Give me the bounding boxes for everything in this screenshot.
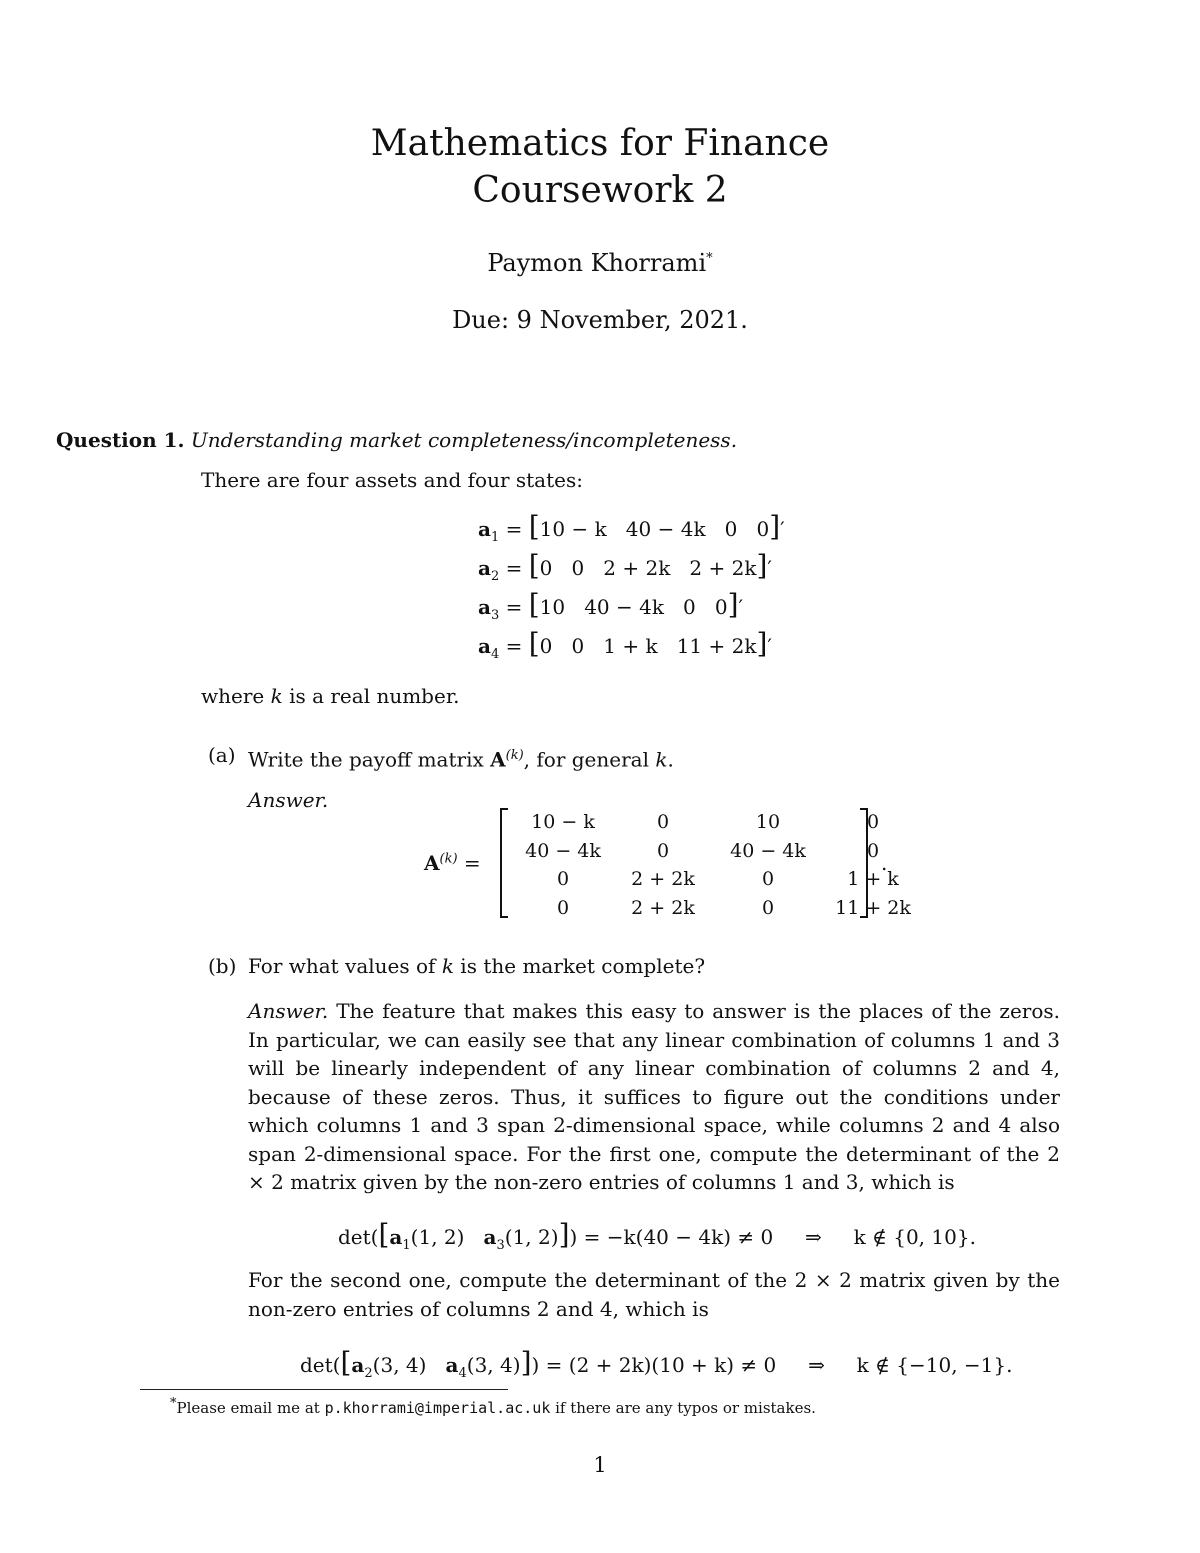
matrix-cell: 0 <box>761 896 775 919</box>
payoff-matrix <box>509 808 919 922</box>
title-line-1: Mathematics for Finance <box>370 123 830 164</box>
page-number: 1 <box>593 1453 607 1477</box>
matrix-cell: 10 − k <box>531 811 595 833</box>
asset-vector-row: $a_2 = [0$ 0 2 + 2k 2 + 2k]′ <box>478 549 772 584</box>
asset-vectors <box>478 510 785 666</box>
author-footnote-mark: * <box>706 251 713 266</box>
part-b-answer-paragraph-2: For the second one, compute the determinant of the 2 × 2 matrix given by the non-zero entries of columns 2 and 4, which is <box>248 1268 1060 1321</box>
matrix-cell: 10 <box>755 811 781 833</box>
part-b-question: For what values of k is the market complete? <box>248 954 706 978</box>
matrix-left-bracket <box>501 809 508 917</box>
footnote-mark: * <box>170 1396 177 1411</box>
matrix-cell: 0 <box>556 896 570 919</box>
footnote: *Please email me at p.khorrami@imperial.ac.uk if there are any typos or mistakes. <box>170 1396 816 1417</box>
matrix-cell: 40 − 4k <box>525 839 601 862</box>
author: Paymon Khorrami* <box>487 249 713 277</box>
matrix-cell: 0 <box>866 839 880 862</box>
matrix-cell: 1 + k <box>847 868 899 890</box>
matrix-cell: 2 + 2k <box>631 868 695 890</box>
footnote-rule <box>140 1389 508 1390</box>
part-a-label: (a) <box>208 743 236 767</box>
matrix-cell: 40 − 4k <box>730 839 806 862</box>
matrix-cell: 11 + 2k <box>835 896 911 919</box>
determinant-equation-2: $\det([a_2(3$, 4) $a_4(3$, 4)]) = (2 + 2k)(10 + k) ≠ 0 ⇒ k ∉ {−10, −1}. <box>300 1346 1013 1381</box>
asset-vector-row: $a_4 = [0$ 0 1 + k 11 + 2k]′ <box>478 627 772 662</box>
question-topic: Understanding market completeness/incompleteness. <box>190 428 738 452</box>
part-b-answer-label: Answer. <box>248 999 329 1023</box>
footnote-email: p.khorrami@imperial.ac.uk <box>324 1399 551 1417</box>
matrix-cell: 0 <box>656 811 670 833</box>
part-b-label: (b) <box>208 954 237 978</box>
question-label: Question 1. <box>56 428 185 452</box>
matrix-cell: 2 + 2k <box>631 896 695 919</box>
title-line-2: Coursework 2 <box>472 170 728 211</box>
asset-vector-row: $a_3 = [10$ 40 − 4k 0 0]′ <box>478 588 744 623</box>
where-statement: where k is a real number. <box>201 684 460 708</box>
matrix-cell: 0 <box>656 839 670 862</box>
part-a-question: Write the payoff matrix $A^{(k)}$, for general k. <box>248 747 674 772</box>
matrix-cell: 0 <box>556 868 570 890</box>
part-a-answer-label: Answer. <box>248 788 329 812</box>
question-heading <box>56 426 737 455</box>
matrix-cell: 0 <box>866 811 880 833</box>
due-date: Due: 9 November, 2021. <box>452 306 748 334</box>
determinant-equation-1: $\det([a_1(1$, 2) $a_3(1$, 2)]) = −k(40 − 4k) ≠ 0 ⇒ k ∉ {0, 10}. <box>338 1218 976 1253</box>
question-intro: There are four assets and four states: <box>201 468 583 492</box>
asset-vector-row: $a_1 = [10 - k$ 40 − 4k 0 0]′ <box>478 510 785 545</box>
payoff-matrix-lhs: $A^{(k)}$ = <box>424 851 481 875</box>
part-b-answer-paragraph-1: Answer. The feature that makes this easy to answer is the places of the zeros. In particular, we can easily see that any linear combination of columns 1 and 3 will be linearly independent of any linear combination of columns 2 and 4, because of these zeros. Thus, it suffices to figure out the conditions under which columns 1 and 3 span 2-dimensional space, while columns 2 and 4 also span 2-dimensional space. For the first one, compute the determinant of the 2 × 2 matrix given by the non-zero entries of columns 1 and 3, which is <box>248 999 1061 1194</box>
matrix-period: . <box>881 851 888 875</box>
matrix-cell: 0 <box>761 868 775 890</box>
